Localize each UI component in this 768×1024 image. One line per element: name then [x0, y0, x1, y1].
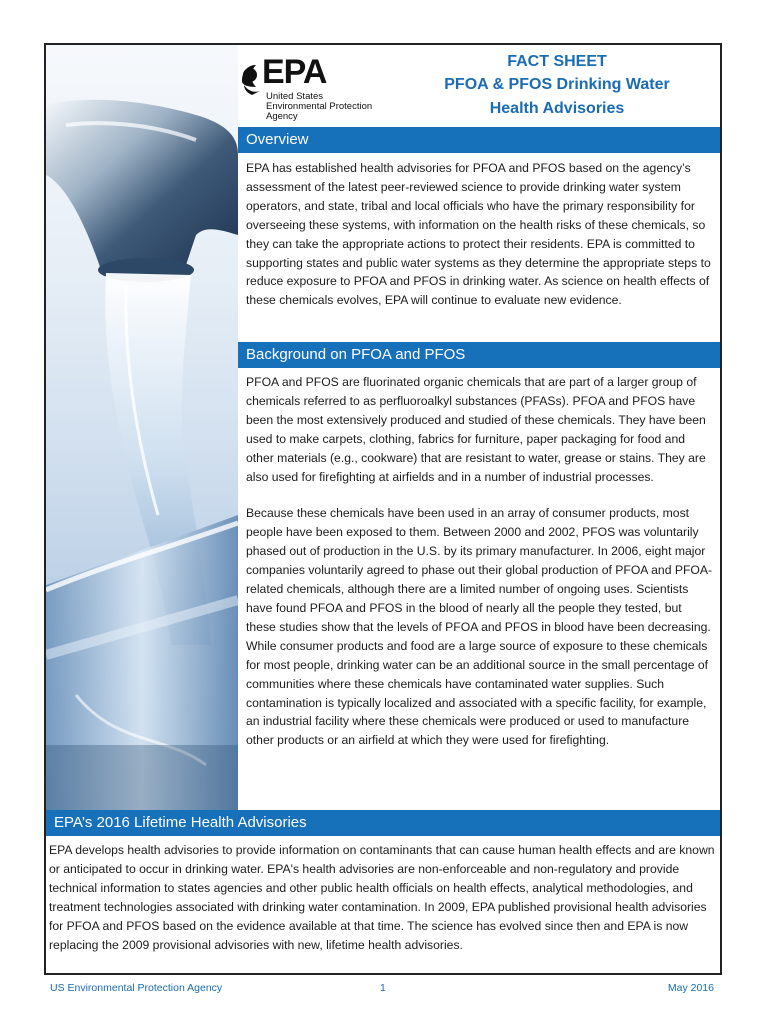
background-text-1: PFOA and PFOS are fluorinated organic chemicals that are part of a larger group of chemicals referred to as perfluoroalkyl substances (PFASs). PFOA and PFOS have been the most extensively produced and studied of these chemicals. They have been used to make carpets, clothing, fabrics for furniture, paper packaging for food and other materials (e.g., cookware) that are resistant to water, grease or stains. They are also used for firefighting at airfields and in a number of industrial processes.	[246, 375, 706, 484]
footer-agency: US Environmental Protection Agency	[50, 982, 223, 994]
overview-heading: Overview	[238, 127, 720, 153]
agency-name-line2: Environmental Protection	[266, 101, 373, 112]
epa-wordmark: EPA	[262, 53, 327, 91]
faucet-water-illustration	[46, 45, 238, 812]
doc-title-line1: PFOA & PFOS Drinking Water	[444, 76, 670, 93]
overview-text: EPA has established health advisories for PFOA and PFOS based on the agency’s assessment of the latest peer-reviewed science to provide drinking water system operators, and state, tribal and local officials who have the primary responsibility for overseeing these systems, with information on the health risks of these chemicals, so they can take the appropriate actions to protect their residents. EPA is committed to supporting states and public water systems as they determine the appropriate steps to reduce exposure to PFOA and PFOS in drinking water. As science on health effects of these chemicals evolves, EPA will continue to evaluate new evidence.	[246, 161, 711, 308]
advisories-heading: EPA’s 2016 Lifetime Health Advisories	[46, 810, 720, 836]
doc-type-label: FACT SHEET	[507, 53, 607, 70]
overview-section	[238, 127, 720, 310]
advisories-text: EPA develops health advisories to provide information on contaminants that can cause human health effects and are known or anticipated to occur in drinking water. EPA's health advisories are non-enforceable and non-regulatory and provide technical information to states agencies and other public health officials on health effects, analytical methodologies, and treatment technologies associated with drinking water contamination. In 2009, EPA published provisional health advisories for PFOA and PFOS based on the evidence available at that time. The science has evolved since then and EPA is now replacing the 2009 provisional advisories with new, lifetime health advisories.	[49, 843, 715, 952]
advisories-section	[46, 810, 720, 954]
doc-title-line2: Health Advisories	[489, 100, 625, 117]
epa-logo	[238, 51, 396, 125]
agency-name-line3: Agency	[266, 111, 298, 122]
main-column	[238, 45, 720, 812]
page-footer	[50, 982, 720, 998]
fact-sheet-page	[44, 43, 722, 975]
agency-name-line1: United States	[266, 91, 324, 102]
faucet-water-photo	[46, 45, 238, 812]
background-section	[238, 342, 720, 750]
footer-date: May 2016	[667, 982, 714, 994]
fact-sheet-title-block	[396, 51, 718, 121]
background-heading: Background on PFOA and PFOS	[238, 342, 720, 368]
background-text-2: Because these chemicals have been used in an array of consumer products, most people have been exposed to them. Between 2000 and 2002, PFOS was voluntarily phased out of production in the U.S. by its primary manufacturer. In 2006, eight major companies voluntarily agreed to phase out their global production of PFOA and PFOA-related chemicals, although there are a limited number of ongoing uses. Scientists have found PFOA and PFOS in the blood of nearly all the people they tested, but these studies show that the levels of PFOA and PFOS in blood have been decreasing. While consumer products and food are a large source of exposure to these chemicals for most people, drinking water can be an additional source in the small percentage of communities where these chemicals have contaminated water supplies. Such contamination is typically localized and associated with a specific facility, for example, an industrial facility where these chemicals were produced or used to manufacture other products or an airfield at which they were used for firefighting.	[246, 506, 713, 748]
footer-page-number: 1	[380, 982, 386, 994]
